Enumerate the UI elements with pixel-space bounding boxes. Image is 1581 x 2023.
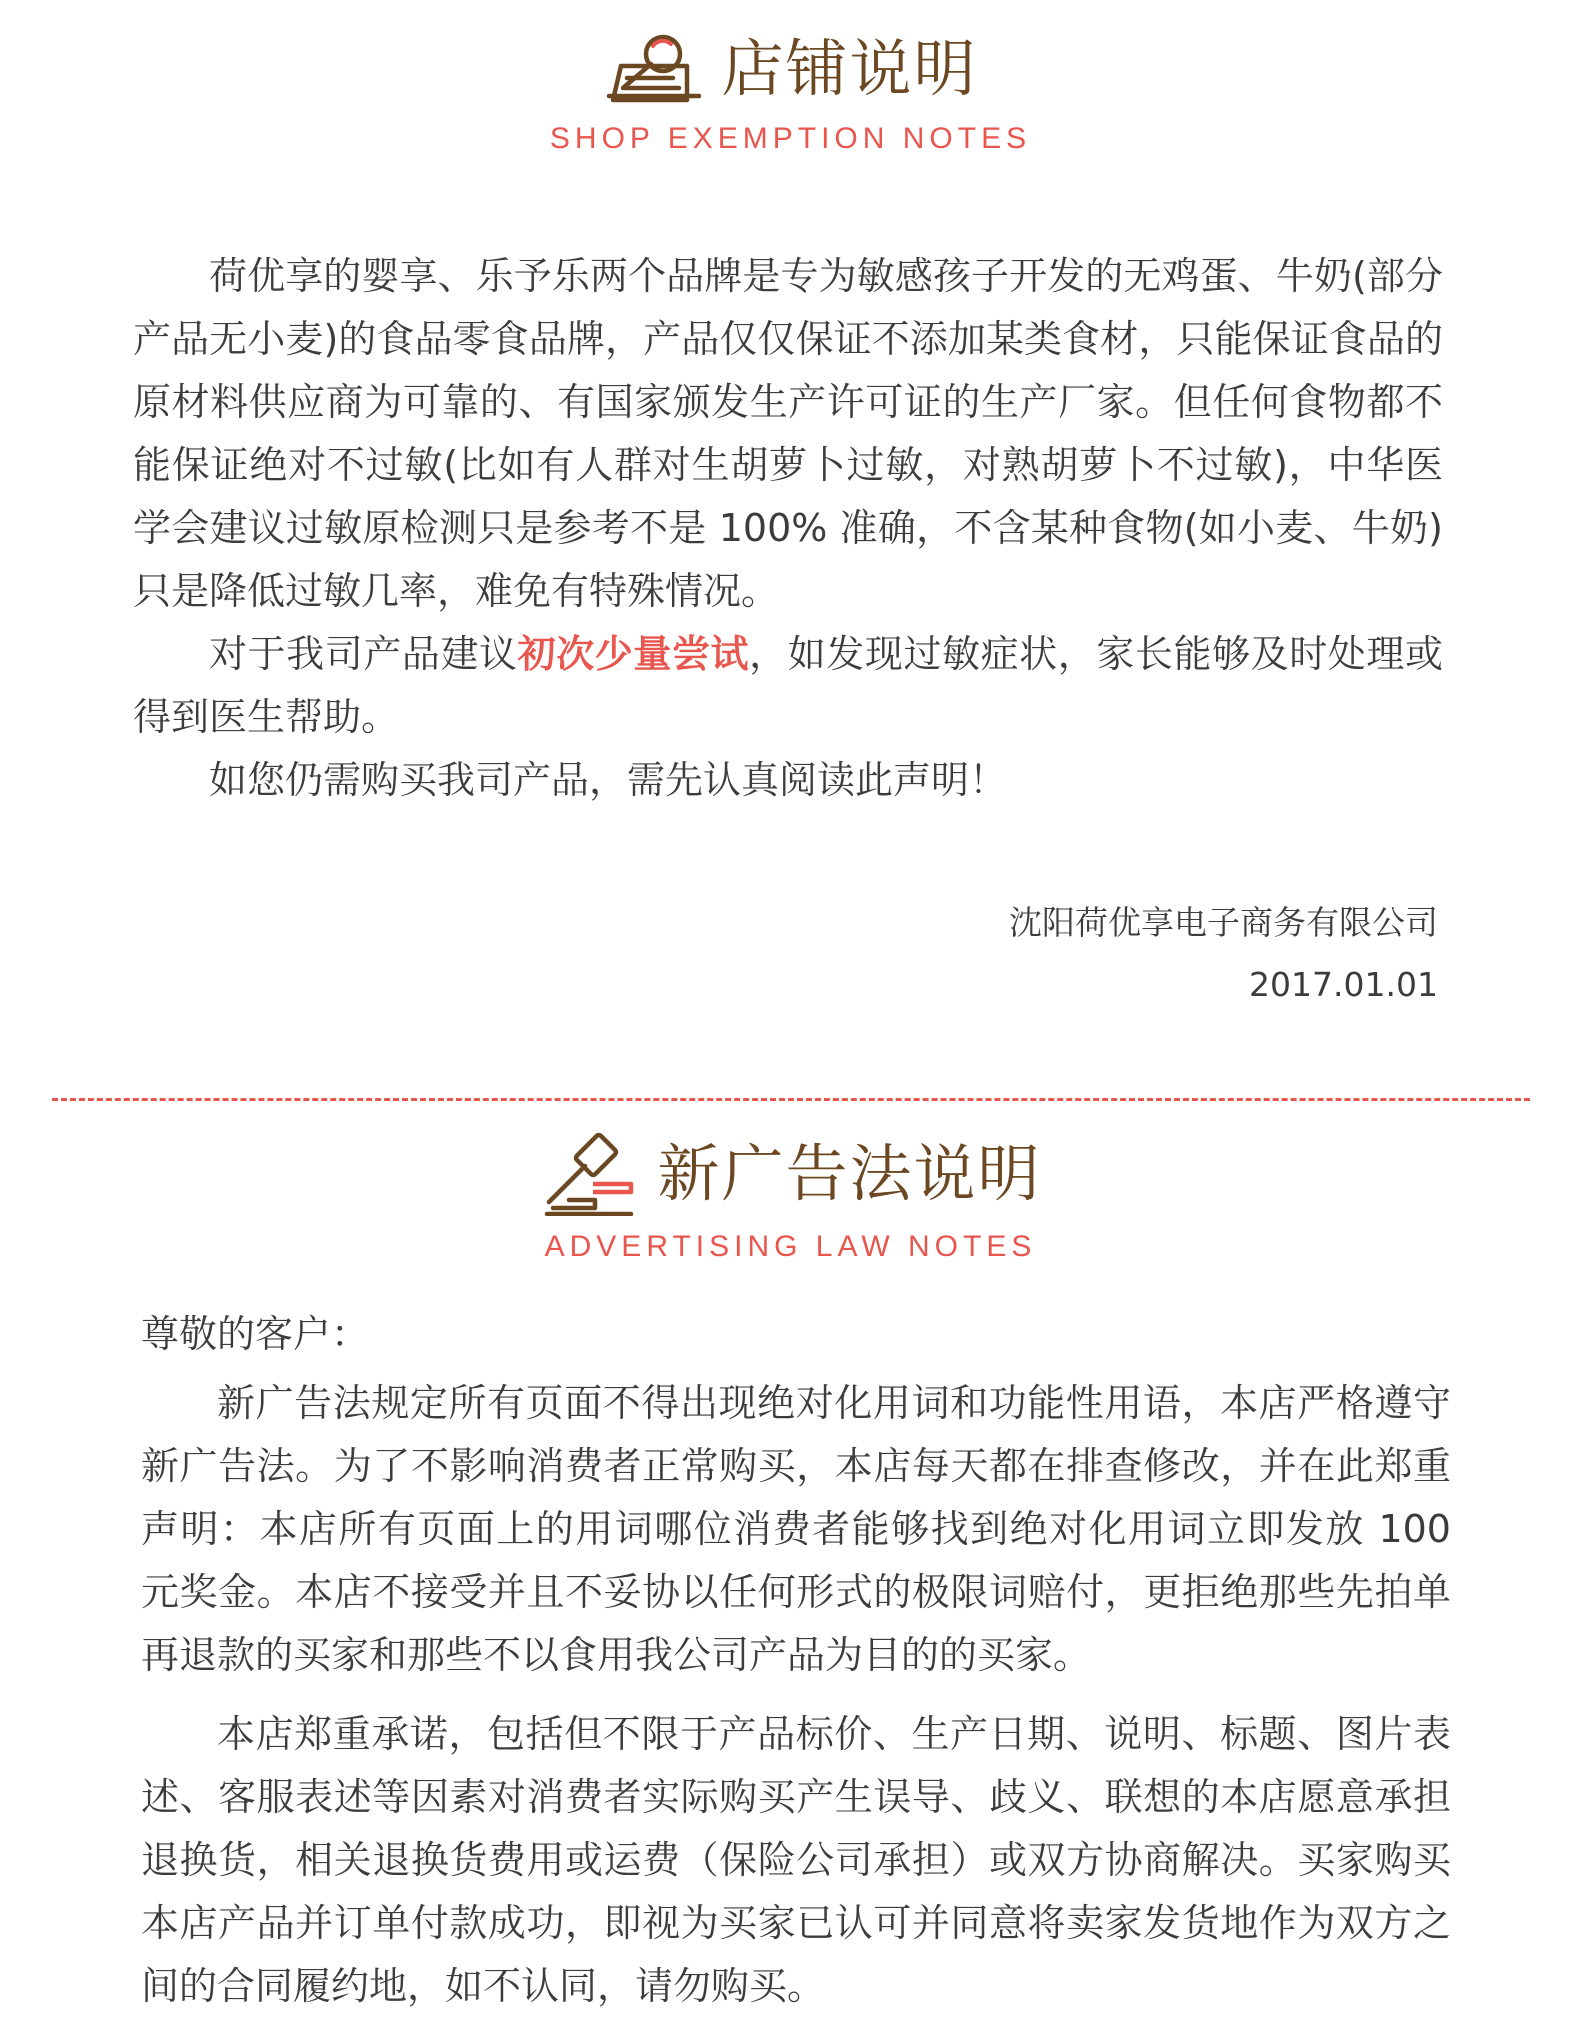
shop-notes-p2-before: 对于我司产品建议 bbox=[209, 632, 518, 676]
shop-notes-paragraph-1: 荷优享的婴享、乐予乐两个品牌是专为敏感孩子开发的无鸡蛋、牛奶(部分产品无小麦)的食品零食品牌，产品仅仅保证不添加某类食材，只能保证食品的原材料供应商为可靠的、有国家颁发生产许可证的生产厂家。但任何食物都不能保证绝对不过敏(比如有人群对生胡萝卜过敏，对熟胡萝卜不过敏)，中华医学会建议过敏原检测只是参考不是 100% 准确，不含某种食物(如小麦、牛奶)只是降低过敏几率，难免有特殊情况。 bbox=[133, 254, 1443, 613]
ad-law-greeting: 尊敬的客户： bbox=[141, 1312, 370, 1356]
gavel-icon bbox=[539, 1132, 639, 1216]
magnifier-document-icon bbox=[603, 30, 703, 108]
ad-law-body bbox=[141, 1303, 1451, 2018]
shop-notes-subtitle: SHOP EXEMPTION NOTES bbox=[549, 122, 1032, 155]
shop-notes-signature bbox=[1009, 892, 1438, 1016]
ad-law-paragraph-1: 新广告法规定所有页面不得出现绝对化用词和功能性用语，本店严格遵守新广告法。为了不影响消费者正常购买，本店每天都在排查修改，并在此郑重声明：本店所有页面上的用词哪位消费者能够找到绝对化用词立即发放 100 元奖金。本店不接受并且不妥协以任何形式的极限词赔付，更拒绝那些先拍单再退款的买家和那些不以食用我公司产品为目的的买家。 bbox=[141, 1381, 1451, 1677]
section-divider bbox=[52, 1098, 1530, 1101]
company-name: 沈阳荷优享电子商务有限公司 bbox=[1009, 903, 1438, 942]
shop-notes-paragraph-2 bbox=[133, 623, 1443, 749]
shop-notes-title: 店铺说明 bbox=[721, 32, 978, 105]
ad-law-paragraph-2: 本店郑重承诺，包括但不限于产品标价、生产日期、说明、标题、图片表述、客服表述等因素对消费者实际购买产生误导、歧义、联想的本店愿意承担退换货，相关退换货费用或运费（保险公司承担）或双方协商解决。买家购买本店产品并订单付款成功，即视为买家已认可并同意将卖家发货地作为双方之间的合同履约地，如不认同，请勿购买。 bbox=[141, 1712, 1451, 2008]
shop-notes-header bbox=[0, 30, 1581, 156]
statement-date: 2017.01.01 bbox=[1249, 965, 1438, 1004]
shop-notes-paragraph-3: 如您仍需购买我司产品，需先认真阅读此声明！ bbox=[209, 758, 1008, 802]
ad-law-subtitle: ADVERTISING LAW NOTES bbox=[544, 1230, 1037, 1263]
ad-law-header bbox=[0, 1132, 1581, 1264]
ad-law-title: 新广告法说明 bbox=[657, 1137, 1042, 1210]
shop-notes-p2-after: ，如发现过敏症状，家长能够及时处理或得到医生帮助。 bbox=[133, 632, 1443, 739]
shop-notes-body bbox=[133, 245, 1443, 812]
highlight-first-trial: 初次少量尝试 bbox=[517, 632, 750, 676]
